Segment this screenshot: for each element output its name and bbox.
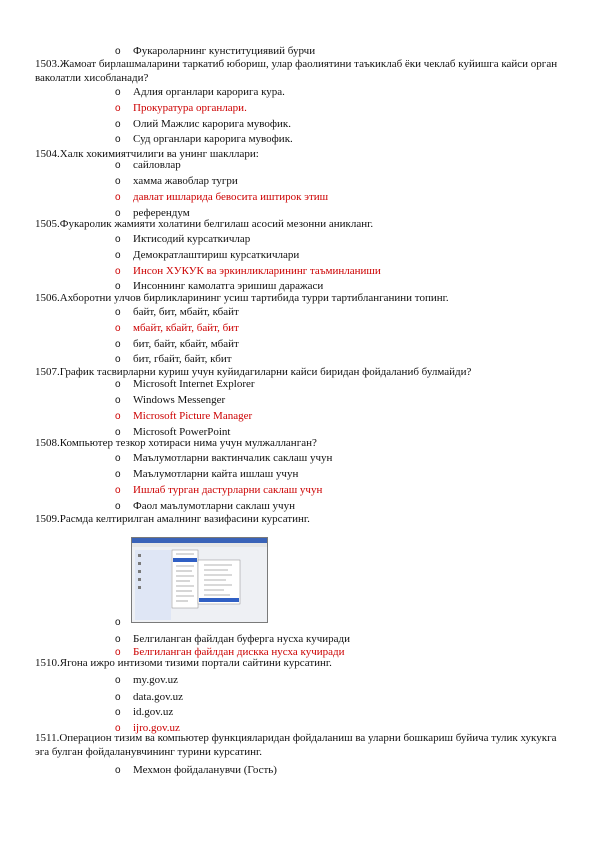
- bullet-marker: o: [115, 307, 121, 318]
- bullet-marker: o: [115, 379, 121, 390]
- question-text: 1506.Ахборотни улчов бирликларининг усиш тартибида турри тартибланганини топинг.: [35, 292, 449, 304]
- bullet-marker: o: [115, 208, 121, 219]
- answer-option: [115, 337, 239, 352]
- bullet-marker: o: [115, 692, 121, 703]
- answer-option-correct: [115, 409, 252, 424]
- bullet-marker: o: [115, 501, 121, 512]
- answer-option: [115, 44, 315, 59]
- bullet-marker: o: [115, 675, 121, 686]
- answer-option-text: Ишлаб турган дастурларни саклаш учун: [133, 484, 323, 496]
- bullet-marker: o: [115, 427, 121, 438]
- bullet-marker: o: [115, 617, 121, 628]
- bullet-marker: o: [115, 723, 121, 734]
- answer-option: [115, 174, 238, 189]
- question-text: 1503.Жамоат бирлашмаларини таркатиб юбориш, улар фаолиятини таъкиклаб ёки чеклаб куйишга кайси орган ваколатли хисобланади?: [35, 58, 558, 84]
- answer-option-text: Прокуратура органлари.: [133, 102, 247, 114]
- bullet-marker: o: [115, 411, 121, 422]
- question-text: 1509.Расмда келтирилган амалнинг вазифасини курсатинг.: [35, 513, 310, 525]
- bullet-marker: o: [115, 647, 121, 658]
- answer-option: [115, 377, 255, 392]
- bullet-marker: o: [115, 469, 121, 480]
- answer-option-text: бит, байт, кбайт, мбайт: [133, 338, 239, 350]
- answer-option-text: Windows Messenger: [133, 394, 226, 406]
- bullet-marker: o: [115, 46, 121, 57]
- answer-option-text: Microsoft PowerPoint: [133, 426, 231, 438]
- answer-option-text: байт, бит, мбайт, кбайт: [133, 306, 239, 318]
- answer-option-text: Белгиланган файлдан буферга нусха кучиради: [133, 633, 351, 645]
- answer-option-text: Адлия органлари карорига кура.: [133, 86, 285, 98]
- answer-option-text: id.gov.uz: [133, 706, 174, 718]
- answer-option: [115, 451, 332, 466]
- bullet-marker: o: [115, 250, 121, 261]
- answer-option-text: Фукароларнинг кунституциявий бурчи: [133, 45, 316, 57]
- answer-option-text: Инсоннинг камолатга эришиш даражаси: [133, 280, 324, 292]
- answer-option-text: Microsoft Internet Explorer: [133, 378, 255, 390]
- answer-option-text: Инсон ХУКУК ва эркинликларининг таъминланиши: [133, 265, 381, 277]
- answer-option: [115, 158, 181, 173]
- bullet-marker: o: [115, 266, 121, 277]
- bullet-marker: o: [115, 453, 121, 464]
- answer-option-text: давлат ишларида бевосита иштирок этиш: [133, 191, 329, 203]
- bullet-marker: o: [115, 485, 121, 496]
- bullet-marker: o: [115, 323, 121, 334]
- answer-option-text: бит, гбайт, байт, кбит: [133, 353, 232, 365]
- answer-option: [115, 499, 295, 514]
- answer-option-text: Белгиланган файлдан дискка нусха кучиради: [133, 646, 345, 658]
- bullet-marker: o: [115, 160, 121, 171]
- bullet-marker: o: [115, 103, 121, 114]
- answer-option: [115, 393, 225, 408]
- answer-option-text: хамма жавоблар тугри: [133, 175, 238, 187]
- question-text: 1510.Ягона ижро интизоми тизими портали сайтини курсатинг.: [35, 657, 332, 669]
- context-menu-screenshot: [131, 537, 268, 623]
- answer-option-text: Microsoft Picture Manager: [133, 410, 253, 422]
- answer-option-text: мбайт, кбайт, байт, бит: [133, 322, 239, 334]
- answer-option-correct: [115, 483, 322, 498]
- answer-option-correct: [115, 101, 247, 116]
- answer-option-text: Демократлаштириш курсаткичлари: [133, 249, 300, 261]
- bullet-marker: o: [115, 119, 121, 130]
- answer-option-text: data.gov.uz: [133, 691, 183, 703]
- question-text: 1504.Халк хокимиятчилиги ва унинг шакллари:: [35, 148, 259, 160]
- answer-option: [115, 705, 173, 720]
- answer-option: [115, 673, 178, 688]
- bullet-marker: o: [115, 281, 121, 292]
- answer-option: [115, 352, 232, 367]
- bullet-marker: o: [115, 87, 121, 98]
- bullet-marker: o: [115, 395, 121, 406]
- answer-option-text: Иктисодий курсаткичлар: [133, 233, 251, 245]
- question-text: 1508.Компьютер тезкор хотираси нима учун мулжалланган?: [35, 437, 317, 449]
- answer-option: [115, 85, 285, 100]
- answer-option: [115, 467, 298, 482]
- bullet-marker: o: [115, 765, 121, 776]
- answer-option: [115, 305, 239, 320]
- bullet-marker: o: [115, 339, 121, 350]
- bullet-marker: o: [115, 192, 121, 203]
- answer-option-text: референдум: [133, 207, 190, 219]
- answer-option-text: Фаол маълумотларни саклаш учун: [133, 500, 295, 512]
- bullet-marker: o: [115, 134, 121, 145]
- answer-option-correct: [115, 264, 381, 279]
- answer-option-text: Олий Мажлис карорига мувофик.: [133, 118, 292, 130]
- bullet-marker: o: [115, 234, 121, 245]
- answer-option-correct: [115, 190, 328, 205]
- question-text: 1507.График тасвирларни куриш учун куйидагиларни кайси биридан фойдаланиб булмайди?: [35, 366, 472, 378]
- answer-option: [115, 763, 277, 778]
- bullet-marker: o: [115, 354, 121, 365]
- answer-option-text: my.gov.uz: [133, 674, 179, 686]
- answer-option-text: ijro.gov.uz: [133, 722, 180, 734]
- question-text: 1505.Фукаролик жамияти холатини белгилаш асосий мезонни аникланг.: [35, 218, 374, 230]
- answer-option-correct: [115, 321, 239, 336]
- answer-option-text: Мехмон фойдаланувчи (Гость): [133, 764, 277, 776]
- answer-option-text: Маълумотларни вактинчалик саклаш учун: [133, 452, 333, 464]
- bullet-marker: o: [115, 176, 121, 187]
- question-text: 1511.Операцион тизим ва компьютер функцияларидан фойдаланиш ва уларни бошкариш буйича тулик хукукга эга булган фойдаланувчининг турини курсатинг.: [35, 732, 557, 758]
- answer-option: [115, 232, 250, 247]
- answer-option-text: Суд органлари карорига мувофик.: [133, 133, 293, 145]
- answer-option: [115, 690, 183, 705]
- answer-option: [115, 132, 293, 147]
- answer-option-text: Маълумотларни кайта ишлаш учун: [133, 468, 299, 480]
- bullet-marker: o: [115, 707, 121, 718]
- answer-option: [115, 117, 291, 132]
- answer-option-text: сайловлар: [133, 159, 181, 171]
- answer-option: [115, 248, 299, 263]
- bullet-marker: o: [115, 634, 121, 645]
